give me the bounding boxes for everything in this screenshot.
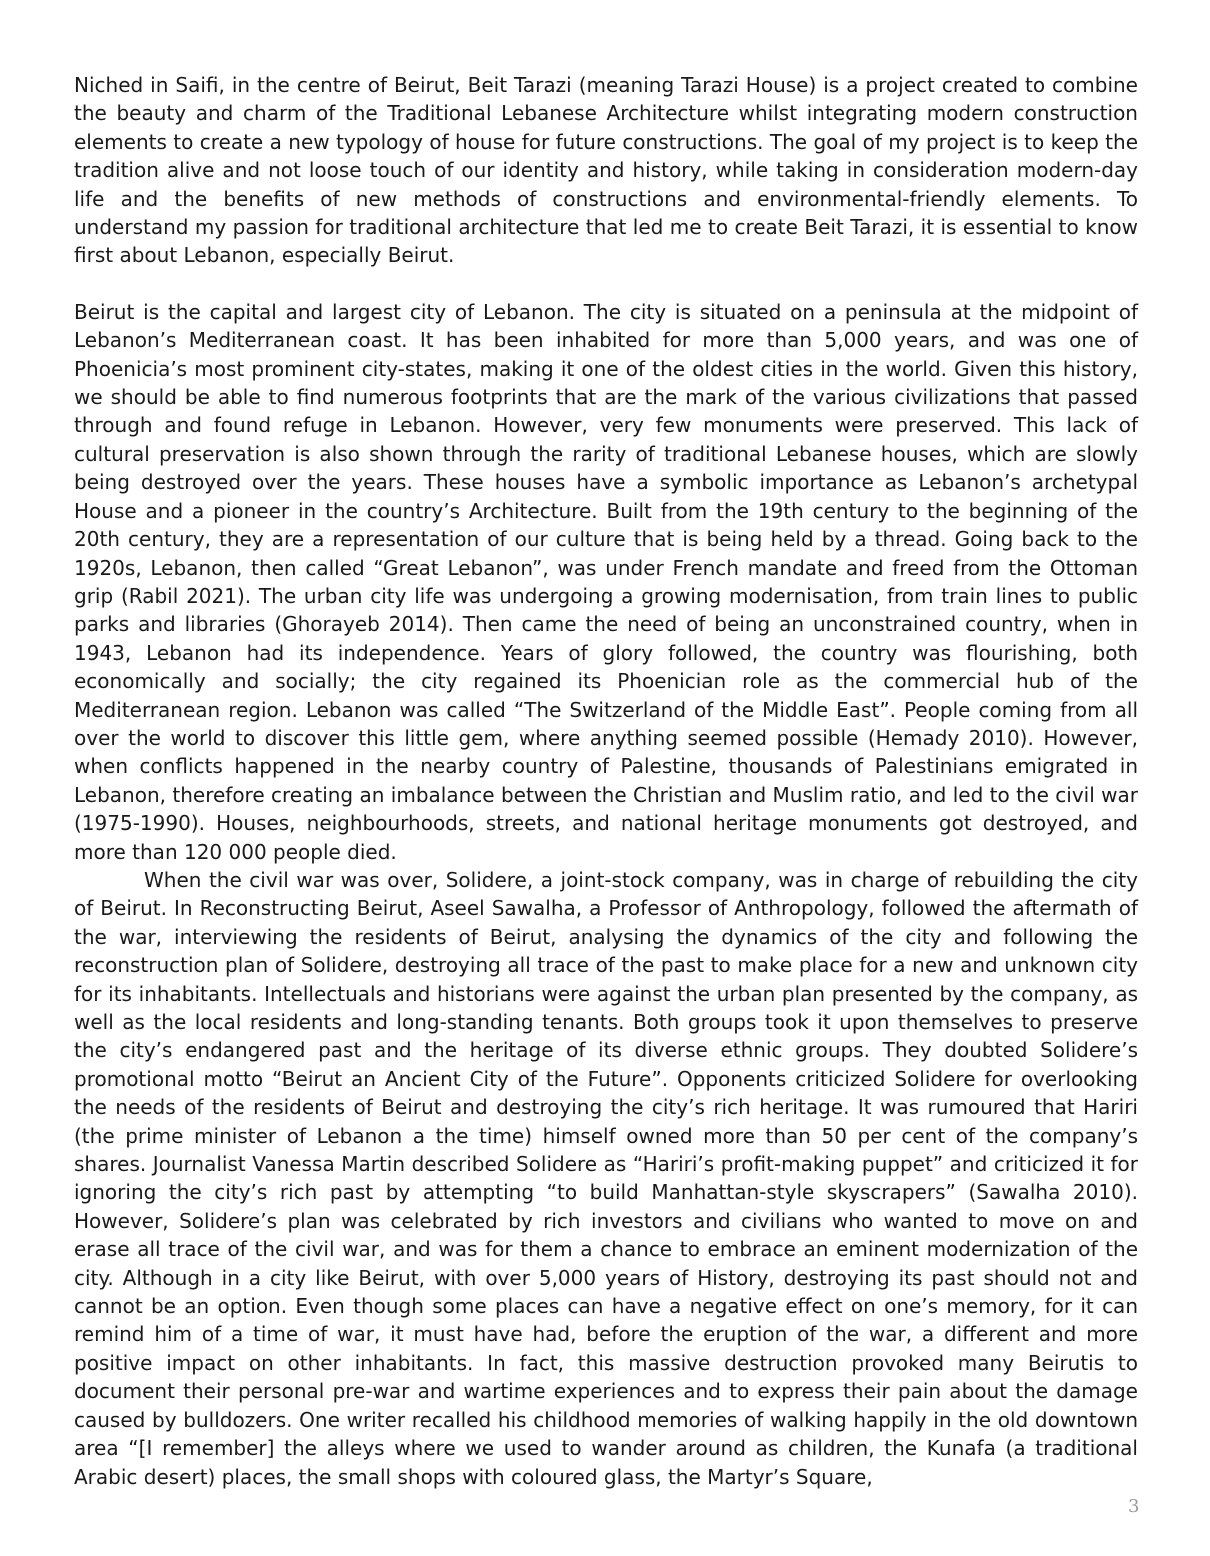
body-text <box>74 71 1138 1491</box>
paragraph-intro: Niched in Saifi, in the centre of Beirut, Beit Tarazi (meaning Tarazi House) is a project created to combine the beauty and charm of the Traditional Lebanese Architecture whilst integrating modern construction elements to create a new typology of house for future constructions. The goal of my project is to keep the tradition alive and not loose touch of our identity and history, while taking in consideration modern-day life and the benefits of new methods of constructions and environmental-friendly elements. To understand my passion for traditional architecture that led me to create Beit Tarazi, it is essential to know first about Lebanon, especially Beirut. <box>74 73 1138 268</box>
paragraph-beirut-history: Beirut is the capital and largest city of Lebanon. The city is situated on a peninsula at the midpoint of Lebanon’s Mediterranean coast. It has been inhabited for more than 5,000 years, and was one of Phoenicia’s most prominent city-states, making it one of the oldest cities in the world. Given this history, we should be able to find numerous footprints that are the mark of the various civilizations that passed through and found refuge in Lebanon. However, very few monuments were preserved. This lack of cultural preservation is also shown through the rarity of traditional Lebanese houses, which are slowly being destroyed over the years. These houses have a symbolic importance as Lebanon’s archetypal House and a pioneer in the country’s Architecture. Built from the 19th century to the beginning of the 20th century, they are a representation of our culture that is being held by a thread. Going back to the 1920s, Lebanon, then called “Great Lebanon”, was under French mandate and freed from the Ottoman grip (Rabil 2021). The urban city life was undergoing a growing modernisation, from train lines to public parks and libraries (Ghorayeb 2014). Then came the need of being an unconstrained country, when in 1943, Lebanon had its independence. Years of glory followed, the country was flourishing, both economically and socially; the city regained its Phoenician role as the commercial hub of the Mediterranean region. Lebanon was called “The Switzerland of the Middle East”. People coming from all over the world to discover this little gem, where anything seemed possible (Hemady 2010). However, when conflicts happened in the nearby country of Palestine, thousands of Palestinians emigrated in Lebanon, therefore creating an imbalance between the Christian and Muslim ratio, and led to the civil war (1975-1990). Houses, neighbourhoods, streets, and national heritage monuments got destroyed, and more than 120 000 people died. <box>74 299 1138 864</box>
page-number: 3 <box>1128 1496 1140 1517</box>
paragraph-reconstruction: When the civil war was over, Solidere, a joint-stock company, was in charge of rebuilding the city of Beirut. In Reconstructing Beirut, Aseel Sawalha, a Professor of Anthropology, followed the aftermath of the war, interviewing the residents of Beirut, analysing the dynamics of the city and following the reconstruction plan of Solidere, destroying all trace of the past to make place for a new and unknown city for its inhabitants. Intellectuals and historians were against the urban plan presented by the company, as well as the local residents and long-standing tenants. Both groups took it upon themselves to preserve the city’s endangered past and the heritage of its diverse ethnic groups. They doubted Solidere’s promotional motto “Beirut an Ancient City of the Future”. Opponents criticized Solidere for overlooking the needs of the residents of Beirut and destroying the city’s rich heritage. It was rumoured that Hariri (the prime minister of Lebanon a the time) himself owned more than 50 per cent of the company’s shares. Journalist Vanessa Martin described Solidere as “Hariri’s profit-making puppet” and criticized it for ignoring the city’s rich past by attempting “to build Manhattan-style skyscrapers” (Sawalha 2010). However, Solidere’s plan was celebrated by rich investors and civilians who wanted to move on and erase all trace of the civil war, and was for them a chance to embrace an eminent modernization of the city. Although in a city like Beirut, with over 5,000 years of History, destroying its past should not and cannot be an option. Even though some places can have a negative effect on one’s memory, for it can remind him of a time of war, it must have had, before the eruption of the war, a different and more positive impact on other inhabitants. In fact, this massive destruction provoked many Beirutis to document their personal pre-war and wartime experiences and to express their pain about the damage caused by bulldozers. One writer recalled his childhood memories of walking happily in the old downtown area “[I remember] the alleys where we used to wander around as children, the Kunafa (a traditional Arabic desert) places, the small shops with coloured glass, the Martyr’s Square, <box>74 867 1138 1489</box>
